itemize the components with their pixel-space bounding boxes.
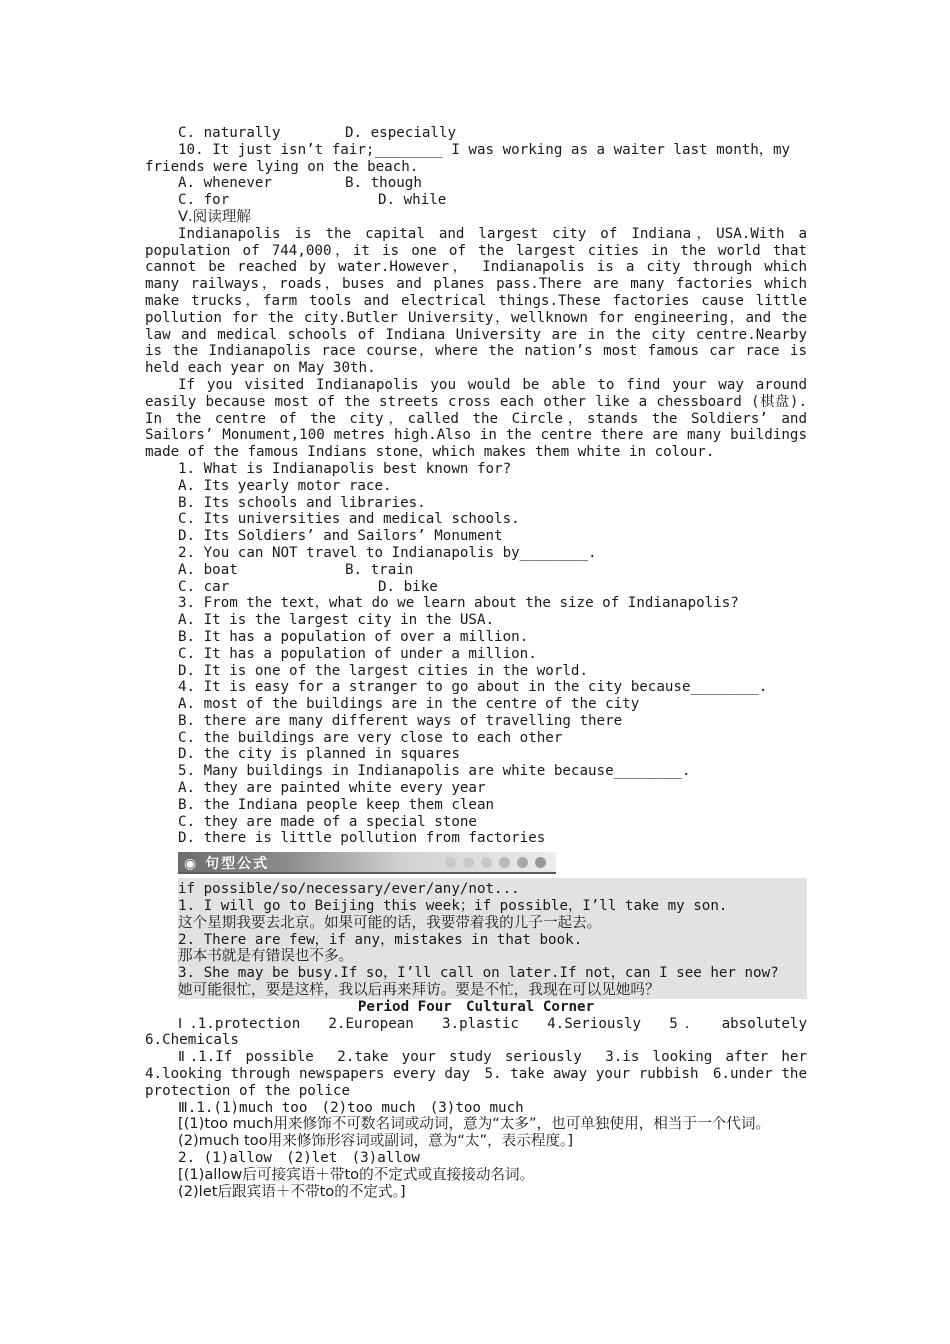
section-heading: Ⅴ.阅读理解 [178, 208, 251, 225]
answers-part-3-note: [(1)too much用来修饰不可数名词或动词，意为“太多”，也可单独使用，相当于一个代词。 [178, 1116, 771, 1133]
answer-option[interactable]: A. they are painted white every year [178, 780, 486, 797]
example-chinese: 这个星期我要去北京。如果可能的话，我要带着我的儿子一起去。 [178, 914, 602, 931]
q9-options-cd [145, 125, 807, 142]
answer-option-row [145, 562, 807, 579]
decorative-dot-icon [535, 857, 546, 868]
banner-dots [445, 857, 546, 868]
answer-option[interactable]: B. the Indiana people keep them clean [178, 796, 495, 813]
q10-option-d[interactable]: D. while [378, 192, 447, 209]
decorative-dot-icon [445, 857, 456, 868]
answer-option[interactable]: B. there are many different ways of travelling there [178, 712, 623, 729]
answer-option[interactable]: C. the buildings are very close to each other [178, 729, 563, 746]
q9-option-d[interactable]: D. especially [345, 125, 457, 141]
example-english: 2. There are few，if any，mistakes in that book. [178, 931, 583, 948]
answer-option[interactable]: C. It has a population of under a million. [178, 645, 537, 662]
answer-option[interactable]: B. train [345, 561, 414, 578]
decorative-dot-icon [481, 857, 492, 868]
answer-option[interactable]: B. It has a population of over a million. [178, 628, 529, 645]
answer-option[interactable]: D. there is little pollution from factories [178, 830, 546, 847]
answer-option-row [145, 579, 807, 596]
pattern-formula: if possible/so/necessary/ever/any/not... [178, 881, 520, 898]
decorative-dot-icon [499, 857, 510, 868]
answers-part-3-note: [(1)allow后可接宾语＋带to的不定式或直接接动名词。 [178, 1166, 535, 1183]
question-stem: 5. Many buildings in Indianapolis are white because________. [178, 763, 691, 780]
question-stem: 1. What is Indianapolis best known for? [178, 460, 512, 477]
answer-option[interactable]: A. Its yearly motor race. [178, 477, 392, 494]
answer-option[interactable]: C. Its universities and medical schools. [178, 511, 520, 528]
passage-paragraph-2: If you visited Indianapolis you would be able to find your way around easily because most of the streets cross each other like a chessboard (棋盘). In the centre of the city，called the Circle，stands the Soldiers’ and Sailors’ Monument,100 metres high.Also in the centre there are many buildings made of the famous Indians stone，which makes them white in colour. [145, 376, 807, 461]
answer-option[interactable]: A. It is the largest city in the USA. [178, 612, 495, 629]
document-page [145, 125, 807, 1200]
answers-part-3-note: (2)let后跟宾语＋不带to的不定式。] [178, 1183, 406, 1200]
q10-option-b[interactable]: B. though [345, 175, 422, 192]
q10-option-a[interactable]: A. whenever [178, 175, 272, 192]
q10-options-ab [145, 175, 807, 192]
decorative-dot-icon [517, 857, 528, 868]
question-stem: 3. From the text，what do we learn about the size of Indianapolis? [178, 595, 739, 612]
example-english: 3. She may be busy.If so，I’ll call on later.If not，can I see her now? [178, 965, 779, 982]
answers-part-1-line2: 6.Chemicals [145, 1032, 239, 1049]
answer-option[interactable]: C. they are made of a special stone [178, 813, 477, 830]
q10-stem-line1: 10. It just isn’t fair;________ I was working as a waiter last month，my [178, 141, 791, 158]
q10-options-cd [145, 192, 807, 209]
q10-stem-line2: friends were lying on the beach. [145, 158, 419, 175]
answers-part-3-note: (2)much too用来修饰形容词或副词，意为“太”，表示程度。] [178, 1133, 574, 1150]
answer-option[interactable]: C. car [178, 578, 230, 595]
answer-option[interactable]: D. It is one of the largest cities in the world. [178, 662, 588, 679]
banner-label: ◉ 句型公式 [184, 856, 270, 873]
answer-option[interactable]: D. Its Soldiers’ and Sailors’ Monument [178, 528, 503, 545]
sentence-pattern-banner [178, 852, 556, 874]
q9-option-c[interactable]: C. naturally [178, 125, 281, 141]
question-stem: 4. It is easy for a stranger to go about in the city because________. [178, 679, 768, 696]
answers-part-3-item-2: 2. (1)allow (2)let (3)allow [178, 1150, 420, 1167]
answer-option[interactable]: D. the city is planned in squares [178, 746, 460, 763]
question-stem: 2. You can NOT travel to Indianapolis by________. [178, 544, 597, 561]
answers-part-2: Ⅱ.1.If possible 2.take your study seriously 3.is looking after her 4.looking through newspapers every day 5. take away your rubbish 6.under the protection of the police [145, 1049, 807, 1099]
example-chinese: 那本书就是有错误也不多。 [178, 948, 354, 965]
passage-paragraph-1: Indianapolis is the capital and largest city of Indiana，USA.With a population of 744,000，it is one of the largest cities in the world that cannot be reached by water.However， Indianapolis is a city through which many railways，roads，buses and planes pass.There are many factories which make trucks，farm tools and electrical things.These factories cause little pollution for the city.Butler University，wellknown for engineering，and the law and medical schools of Indiana University are in the city centre.Nearby is the Indianapolis race course，where the nation’s most famous car race is held each year on May 30th. [145, 225, 807, 377]
answer-option[interactable]: A. boat [178, 561, 238, 578]
answers-part-1-line1: Ⅰ.1.protection 2.European 3.plastic 4.Seriously 5． absolutely [178, 1015, 807, 1032]
answer-option[interactable]: D. bike [378, 578, 438, 595]
decorative-dot-icon [463, 857, 474, 868]
example-chinese: 她可能很忙，要是这样，我以后再来拜访。要是不忙，我现在可以见她吗？ [178, 982, 660, 999]
example-english: 1. I will go to Beijing this week；if possible，I’ll take my son. [178, 898, 728, 915]
answer-option[interactable]: B. Its schools and libraries. [178, 494, 426, 511]
answers-part-3-item-1: Ⅲ.1.(1)much too (2)too much (3)too much [178, 1099, 524, 1116]
answers-title: Period Four Cultural Corner [357, 998, 595, 1015]
sentence-pattern-box [178, 878, 807, 999]
answer-option[interactable]: A. most of the buildings are in the centre of the city [178, 696, 640, 713]
q10-option-c[interactable]: C. for [178, 192, 230, 209]
